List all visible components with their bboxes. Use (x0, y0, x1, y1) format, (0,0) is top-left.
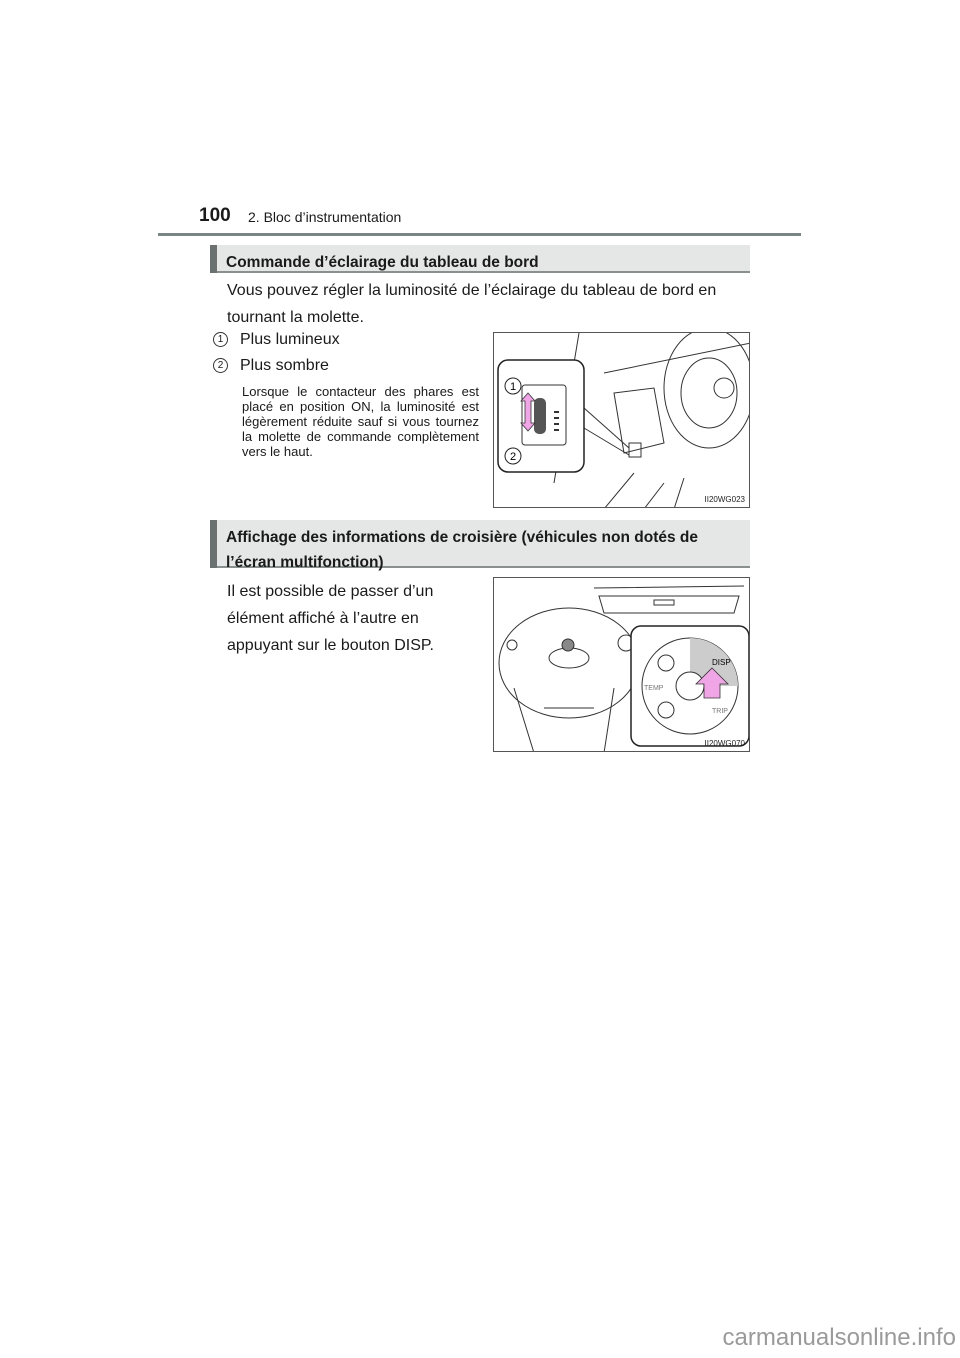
header-rule (158, 233, 801, 236)
list-item (213, 326, 340, 353)
section-heading-cruise-info: Affichage des informations de croisière (véhicules non dotés de l’écran multifonction) (210, 520, 750, 568)
disp-button-illustration (493, 577, 750, 752)
intro-text: Vous pouvez régler la luminosité de l’éclairage du tableau de bord en tournant la molette. (227, 282, 717, 326)
trip-label: TRIP (712, 708, 728, 715)
callout-1: 1 (509, 381, 517, 393)
steering-wheel-drawing (494, 578, 750, 752)
chapter-title: 2. Bloc d’instrumentation (248, 209, 402, 225)
page-number: 100 (199, 205, 231, 226)
callout-2: 2 (509, 451, 517, 463)
disp-text: Il est possible de passer d’un élément affiché à l’autre en appuyant sur le bouton DISP. (227, 583, 434, 654)
dashboard-drawing (494, 333, 750, 508)
callout-number: 1 (213, 332, 228, 347)
temp-label: TEMP (644, 685, 664, 692)
section-heading-dashboard-lighting: Commande d’éclairage du tableau de bord (210, 245, 750, 273)
figure-code: II20WG023 (704, 495, 745, 504)
item-label: Plus lumineux (240, 331, 340, 348)
list-item (213, 352, 329, 379)
dimmer-illustration (493, 332, 750, 508)
item-label: Plus sombre (240, 357, 329, 374)
callout-number: 2 (213, 358, 228, 373)
note-text: Lorsque le contacteur des phares est placé en position ON, la luminosité est légèrement réduite sauf si vous tournez la molette de commande complètement vers le haut. (242, 384, 479, 459)
disp-label: DISP (712, 658, 731, 667)
watermark: carmanualsonline.info (722, 1324, 956, 1351)
figure-code: II20WG070 (704, 739, 745, 748)
